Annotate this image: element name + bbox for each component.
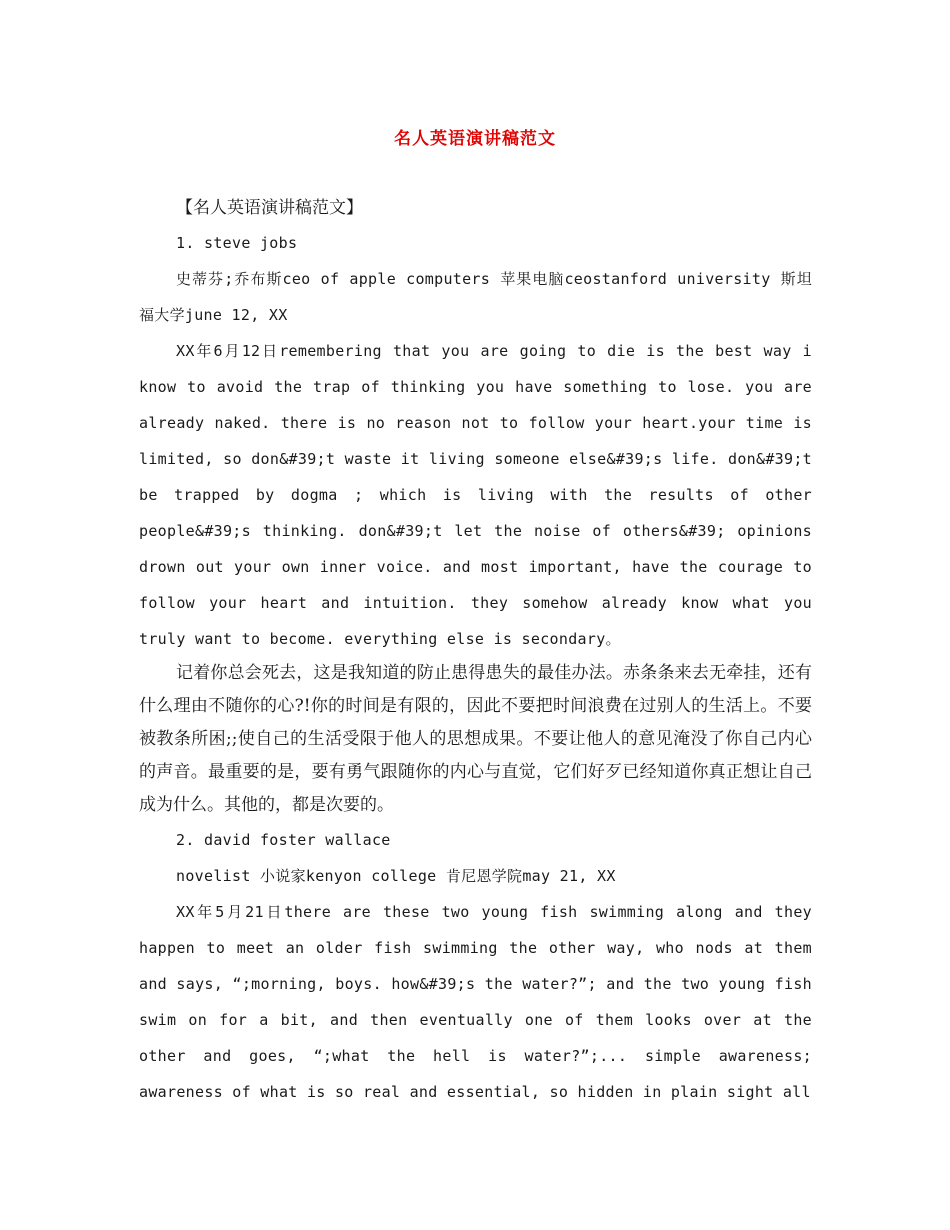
section-heading: 【名人英语演讲稿范文】: [176, 198, 363, 218]
document-body: [139, 192, 812, 1110]
speech-translation-1: 记着你总会死去，这是我知道的防止患得患失的最佳办法。赤条条来去无牵挂，还有什么理由不随你的心?!你的时间是有限的，因此不要把时间浪费在过别人的生活上。不要被教条所困;;使自己的生活受限于他人的思想成果。不要让他人的意见淹没了你自己内心的声音。最重要的是，要有勇气跟随你的内心与直觉，它们好歹已经知道你真正想让自己成为什么。其他的，都是次要的。: [139, 663, 812, 815]
speech-excerpt-1: XX年6月12日remembering that you are going to die is the best way i know to avoid the trap of thinking you have something to lose. you are already naked. there is no reason not to follow your heart.your time is limited, so don&#39;t waste it living someone else&#39;s life. don&#39;t be trapped by dogma ; which is living with the results of other people&#39;s thinking. don&#39;t let the noise of others&#39; opinions drown out your own inner voice. and most important, have the courage to follow your heart and intuition. they somehow already know what you truly want to become. everything else is secondary。: [139, 342, 812, 648]
speaker-heading-1: 1. steve jobs: [176, 234, 298, 252]
speech-excerpt-2: XX年5月21日there are these two young fish swimming along and they happen to meet an older fish swimming the other way, who nods at them and says, “;morning, boys. how&#39;s the water?”; and the two young fish swim on for a bit, and then eventually one of them looks over at the other and goes, “;what the hell is water?”;... simple awareness; awareness of what is so real and essential, so hidden in plain sight all: [139, 903, 812, 1101]
speaker-info-2: novelist 小说家kenyon college 肯尼恩学院may 21, XX: [176, 867, 616, 885]
document-title: 名人英语演讲稿范文: [394, 129, 556, 149]
speaker-info-1: 史蒂芬;乔布斯ceo of apple computers 苹果电脑ceostanford university 斯坦福大学june 12, XX: [139, 270, 812, 324]
speaker-heading-2: 2. david foster wallace: [176, 831, 391, 849]
